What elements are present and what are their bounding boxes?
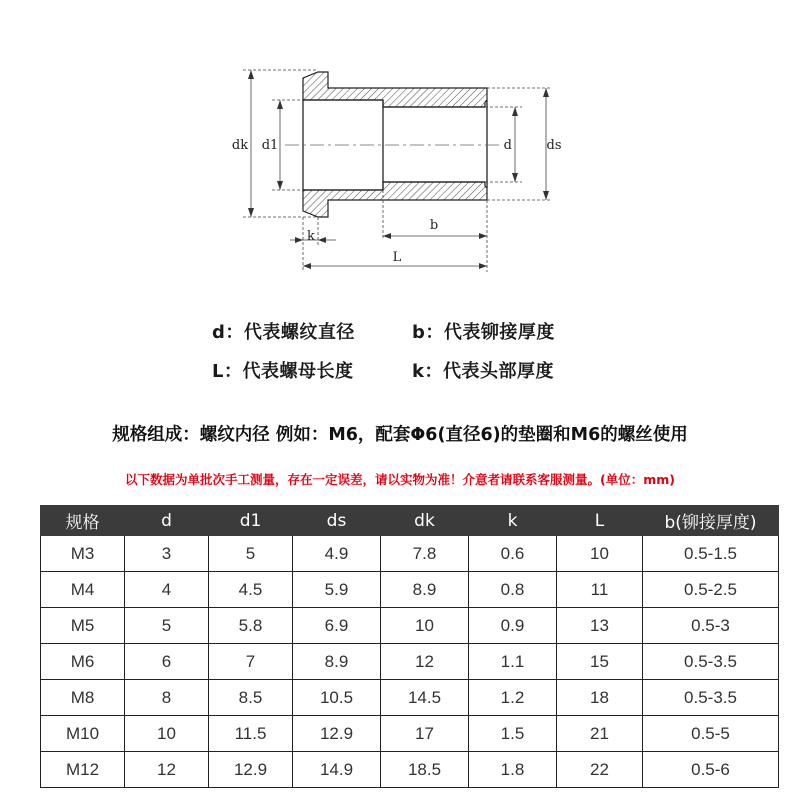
table-header-row bbox=[41, 506, 779, 536]
table-cell: 7.8 bbox=[381, 536, 469, 572]
table-cell: 0.5-5 bbox=[643, 716, 779, 752]
table-cell: 8.9 bbox=[293, 644, 381, 680]
table-cell: 7 bbox=[209, 644, 293, 680]
table-cell: M3 bbox=[41, 536, 125, 572]
table-cell: 0.9 bbox=[469, 608, 557, 644]
legend-b: b：代表铆接厚度 bbox=[412, 322, 555, 343]
dim-label-d1: d1 bbox=[261, 138, 279, 153]
table-cell: 22 bbox=[557, 752, 643, 788]
col-header-b: b(铆接厚度) bbox=[643, 506, 779, 536]
table-cell: M6 bbox=[41, 644, 125, 680]
table-cell: 4 bbox=[125, 572, 209, 608]
table-cell: 1.2 bbox=[469, 680, 557, 716]
table-row bbox=[41, 572, 779, 608]
table-cell: 1.5 bbox=[469, 716, 557, 752]
table-cell: 14.5 bbox=[381, 680, 469, 716]
table-cell: 0.5-2.5 bbox=[643, 572, 779, 608]
table-cell: M10 bbox=[41, 716, 125, 752]
table-cell: 10 bbox=[125, 716, 209, 752]
table-cell: 18 bbox=[557, 680, 643, 716]
dim-label-b: b bbox=[429, 218, 439, 233]
table-cell: 4.9 bbox=[293, 536, 381, 572]
table-cell: 21 bbox=[557, 716, 643, 752]
dim-label-d: d bbox=[503, 138, 512, 153]
table-row bbox=[41, 752, 779, 788]
table-cell: 11 bbox=[557, 572, 643, 608]
table-cell: 5.8 bbox=[209, 608, 293, 644]
table-cell: 18.5 bbox=[381, 752, 469, 788]
table-cell: 1.8 bbox=[469, 752, 557, 788]
table-row bbox=[41, 680, 779, 716]
table-cell: 15 bbox=[557, 644, 643, 680]
table-cell: 13 bbox=[557, 608, 643, 644]
legend-d: d：代表螺纹直径 bbox=[212, 322, 355, 343]
dim-label-L: L bbox=[392, 250, 402, 265]
table-cell: 0.8 bbox=[469, 572, 557, 608]
legend-k: k：代表头部厚度 bbox=[412, 361, 554, 382]
table-cell: 6.9 bbox=[293, 608, 381, 644]
table-cell: 0.5-3 bbox=[643, 608, 779, 644]
table-row bbox=[41, 536, 779, 572]
col-header-k: k bbox=[469, 506, 557, 536]
table-row bbox=[41, 608, 779, 644]
table-cell: 17 bbox=[381, 716, 469, 752]
table-cell: 10 bbox=[557, 536, 643, 572]
table-cell: M12 bbox=[41, 752, 125, 788]
table-cell: 0.5-6 bbox=[643, 752, 779, 788]
table-cell: 3 bbox=[125, 536, 209, 572]
table-cell: 12 bbox=[125, 752, 209, 788]
table-cell: 4.5 bbox=[209, 572, 293, 608]
spec-note: 规格组成：螺纹内径 例如：M6，配套Φ6(直径6)的垫圈和M6的螺丝使用 bbox=[112, 425, 688, 445]
rivet-nut-diagram bbox=[0, 0, 800, 290]
table-cell: 5 bbox=[209, 536, 293, 572]
table-cell: 5.9 bbox=[293, 572, 381, 608]
table-cell: 12 bbox=[381, 644, 469, 680]
col-header-dk: dk bbox=[381, 506, 469, 536]
table-cell: 14.9 bbox=[293, 752, 381, 788]
table-cell: 0.5-3.5 bbox=[643, 680, 779, 716]
table-row bbox=[41, 716, 779, 752]
table-cell: 10.5 bbox=[293, 680, 381, 716]
col-header-ds: ds bbox=[293, 506, 381, 536]
table-row bbox=[41, 644, 779, 680]
col-header-d: d bbox=[125, 506, 209, 536]
section-hatching bbox=[303, 72, 487, 217]
table-cell: 5 bbox=[125, 608, 209, 644]
col-header-spec: 规格 bbox=[41, 506, 125, 536]
table-cell: M4 bbox=[41, 572, 125, 608]
col-header-L: L bbox=[557, 506, 643, 536]
spec-table bbox=[40, 505, 779, 788]
table-cell: M5 bbox=[41, 608, 125, 644]
table-cell: 8 bbox=[125, 680, 209, 716]
table-cell: 0.6 bbox=[469, 536, 557, 572]
table-cell: 1.1 bbox=[469, 644, 557, 680]
table-cell: 12.9 bbox=[209, 752, 293, 788]
disclaimer-note: 以下数据为单批次手工测量，存在一定误差，请以实物为准！介意者请联系客服测量。(单位：mm) bbox=[125, 472, 675, 487]
table-cell: 12.9 bbox=[293, 716, 381, 752]
table-cell: 8.9 bbox=[381, 572, 469, 608]
table-cell: 6 bbox=[125, 644, 209, 680]
dim-label-ds: ds bbox=[546, 138, 562, 153]
col-header-d1: d1 bbox=[209, 506, 293, 536]
dim-label-dk: dk bbox=[231, 138, 249, 153]
table-cell: 0.5-3.5 bbox=[643, 644, 779, 680]
dim-label-k: k bbox=[307, 229, 315, 244]
table-cell: 8.5 bbox=[209, 680, 293, 716]
table-cell: 0.5-1.5 bbox=[643, 536, 779, 572]
table-cell: M8 bbox=[41, 680, 125, 716]
table-cell: 10 bbox=[381, 608, 469, 644]
legend-L: L：代表螺母长度 bbox=[212, 361, 354, 382]
table-cell: 11.5 bbox=[209, 716, 293, 752]
